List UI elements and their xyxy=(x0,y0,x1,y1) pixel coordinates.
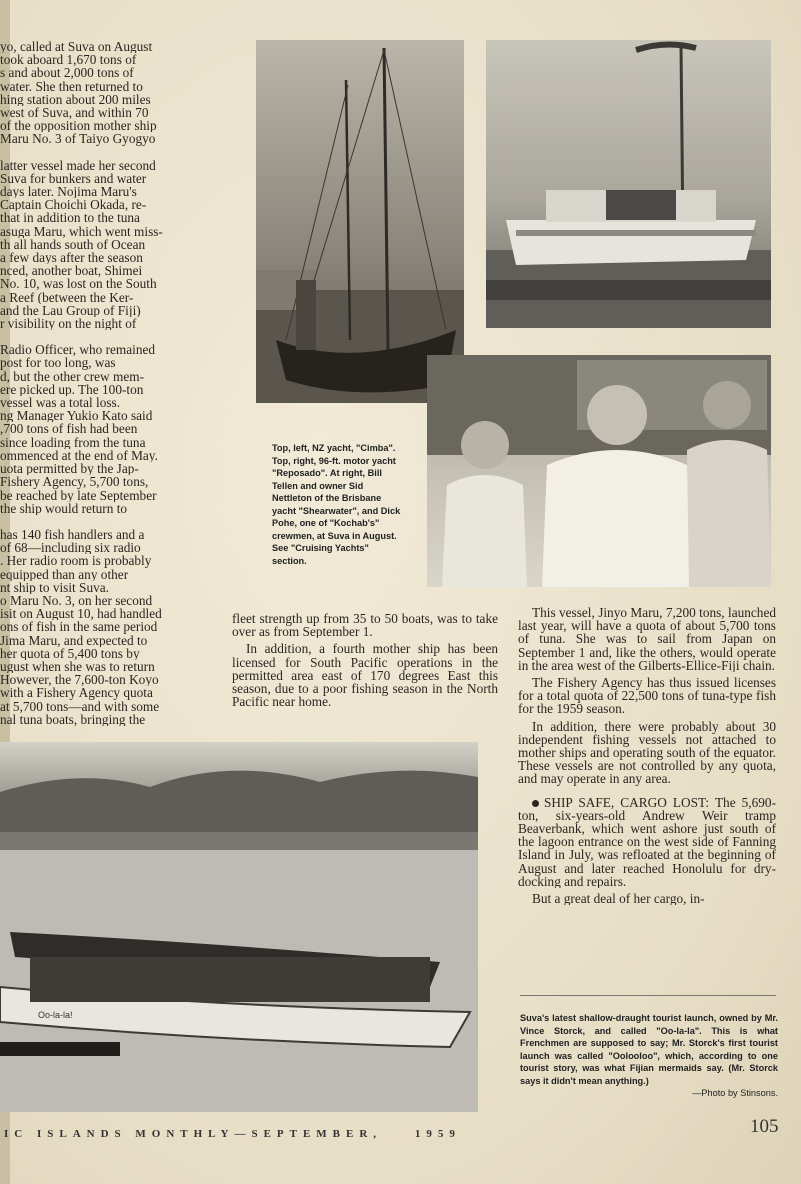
text-line: water. She then returned to xyxy=(0,79,143,93)
text-line: yo, called at Suva on August xyxy=(0,40,153,54)
text-line: Radio Officer, who remained xyxy=(0,343,156,357)
text-line: hing station about 200 miles xyxy=(0,92,151,107)
text-line: post for too long, was xyxy=(0,356,116,370)
text-line: th all hands south of Ocean xyxy=(0,237,146,252)
bullet-icon xyxy=(532,800,539,807)
text-line: ere picked up. The 100-ton xyxy=(0,382,144,397)
middle-text-column xyxy=(232,612,498,712)
text-line: latter vessel made her second xyxy=(0,158,156,172)
paragraph: This vessel, Jinyo Maru, 7,200 tons, launched last year, will have a quota of about 5,700 tons of tuna. She was to sail from Japan on September 1 and, like the others, would operate in the area west of the Gilberts-Ellice-Fiji chain. xyxy=(518,606,776,673)
text-line: uota permitted by the Jap- xyxy=(0,462,139,476)
photo-credit: —Photo by Stinsons. xyxy=(692,1088,778,1098)
text-line: Jima Maru, and expected to xyxy=(0,633,148,647)
footer-year: 1959 xyxy=(414,1128,461,1140)
divider xyxy=(520,995,776,996)
text-line xyxy=(0,146,210,159)
text-line: with a Fishery Agency quota xyxy=(0,686,153,700)
yacht-cimba-photo xyxy=(256,40,464,403)
page-number: 105 xyxy=(750,1116,779,1137)
text-line: be reached by late September xyxy=(0,488,157,502)
text-line: at 5,700 tons—and with some xyxy=(0,699,160,713)
section-lead: SHIP SAFE, CARGO LOST: xyxy=(544,795,710,810)
text-line: took aboard 1,670 tons of xyxy=(0,53,137,67)
paragraph: In addition, there were probably about 30 independent fishing vessels not attached to mother ships and operating south of the equator. These vessels are not controlled by any quota, and may operate in any area. xyxy=(518,719,776,786)
text-line xyxy=(0,515,210,528)
text-line: r visibility on the night of xyxy=(0,317,137,331)
text-line: Maru No. 3 of Taiyo Gyogyo xyxy=(0,132,156,146)
text-line: asuga Maru, which went miss- xyxy=(0,224,163,238)
top-photos-caption: Top, left, NZ yacht, "Cimba". Top, right, 96-ft. motor yacht "Reposado". At right, Bill Tellen and owner Sid Nettleton of the Brisbane yacht "Shearwater", and Dick Pohe, one of "Kochab's" crewmen, at Suva in August. See "Cruising Yachts" section. xyxy=(272,443,401,566)
text-line: ng Manager Yukio Kato said xyxy=(0,409,153,423)
text-line: ugust when she was to return xyxy=(0,659,155,674)
text-line: equipped than any other xyxy=(0,567,129,581)
text-line: a Reef (between the Ker- xyxy=(0,290,134,304)
text-line: ons of fish in the same period xyxy=(0,620,158,634)
motor-yacht-reposado-photo xyxy=(486,40,771,328)
text-line: o Maru No. 3, on her second xyxy=(0,593,153,608)
text-line: ommenced at the end of May. xyxy=(0,448,158,463)
paragraph: But a great deal of her cargo, in- xyxy=(532,892,705,906)
launch-name-label: Oo-la-la! xyxy=(38,1010,73,1020)
text-line: that in addition to the tuna xyxy=(0,211,140,225)
text-line xyxy=(0,330,210,343)
paragraph: The Fishery Agency has thus issued licenses for a total quota of 22,500 tons of tuna-type fish for the 1959 season. xyxy=(518,676,776,716)
text-line: nt ship to visit Suva. xyxy=(0,580,109,594)
text-line: days later. Nojima Maru's xyxy=(0,185,137,199)
text-line: ,700 tons of fish had been xyxy=(0,422,138,436)
launch-photo-caption xyxy=(520,1012,778,1100)
section-text: The 5,690-ton, six-years-old Andrew Weir tramp Beaverbank, which went ashore just south of the lagoon entrance on the west side of Fanning Island in July, was refloated at the beginning of August and later reached Honolulu for dry-docking and repairs. xyxy=(518,795,776,889)
text-line: vessel was a total loss. xyxy=(0,396,121,410)
paragraph: fleet strength up from 35 to 50 boats, was to take over as from September 1. xyxy=(232,612,498,639)
right-text-column xyxy=(518,606,776,909)
text-line: However, the 7,600-ton Koyo xyxy=(0,673,159,687)
text-line: her quota of 5,400 tons by xyxy=(0,646,140,660)
caption-text: Suva's latest shallow-draught tourist launch, owned by Mr. Vince Storck, and called "Oo-la-la". This is what Frenchmen are supposed to say; Mr. Storck's first tourist launch was called "Oolooloo", which, according to one tourist story, was what Fijian mermaids say. (Mr. Storck says it didn't mean anything.) xyxy=(520,1013,778,1086)
left-text-column xyxy=(0,40,210,726)
text-line: s and about 2,000 tons of xyxy=(0,66,134,80)
paragraph: In addition, a fourth mother ship has been licensed for South Pacific operations in the permitted area east of 170 degrees East this season, due to a poor fishing season in the North Pacific near home. xyxy=(232,642,498,709)
text-line: a few days after the season xyxy=(0,251,143,265)
text-line: nal tuna boats, bringing the xyxy=(0,712,146,726)
footer-masthead: IC ISLANDS MONTHLY—SEPTEMBER, xyxy=(4,1128,383,1140)
text-line: west of Suva, and within 70 xyxy=(0,106,149,120)
text-line: d, but the other crew mem- xyxy=(0,369,144,383)
text-line: Fishery Agency, 5,700 tons, xyxy=(0,475,149,489)
text-line: . Her radio room is probably xyxy=(0,554,152,568)
text-line: of 68—including six radio xyxy=(0,541,141,555)
yacht-crew-photo xyxy=(427,355,771,587)
text-line: of the opposition mother ship xyxy=(0,119,157,133)
text-line: No. 10, was lost on the South xyxy=(0,277,157,291)
text-line: Captain Choichi Okada, re- xyxy=(0,198,147,212)
text-line: has 140 fish handlers and a xyxy=(0,527,145,542)
text-line: nced, another boat, Shimei xyxy=(0,264,143,278)
text-line: since loading from the tuna xyxy=(0,435,146,449)
text-line: isit on August 10, had handled xyxy=(0,607,162,621)
page-footer xyxy=(4,1128,704,1140)
ship-safe-paragraph xyxy=(518,796,776,888)
tourist-launch-photo xyxy=(0,742,478,1112)
text-line: the ship would return to xyxy=(0,501,128,515)
text-line: Suva for bunkers and water xyxy=(0,171,147,186)
text-line: and the Lau Group of Fiji) xyxy=(0,303,141,318)
